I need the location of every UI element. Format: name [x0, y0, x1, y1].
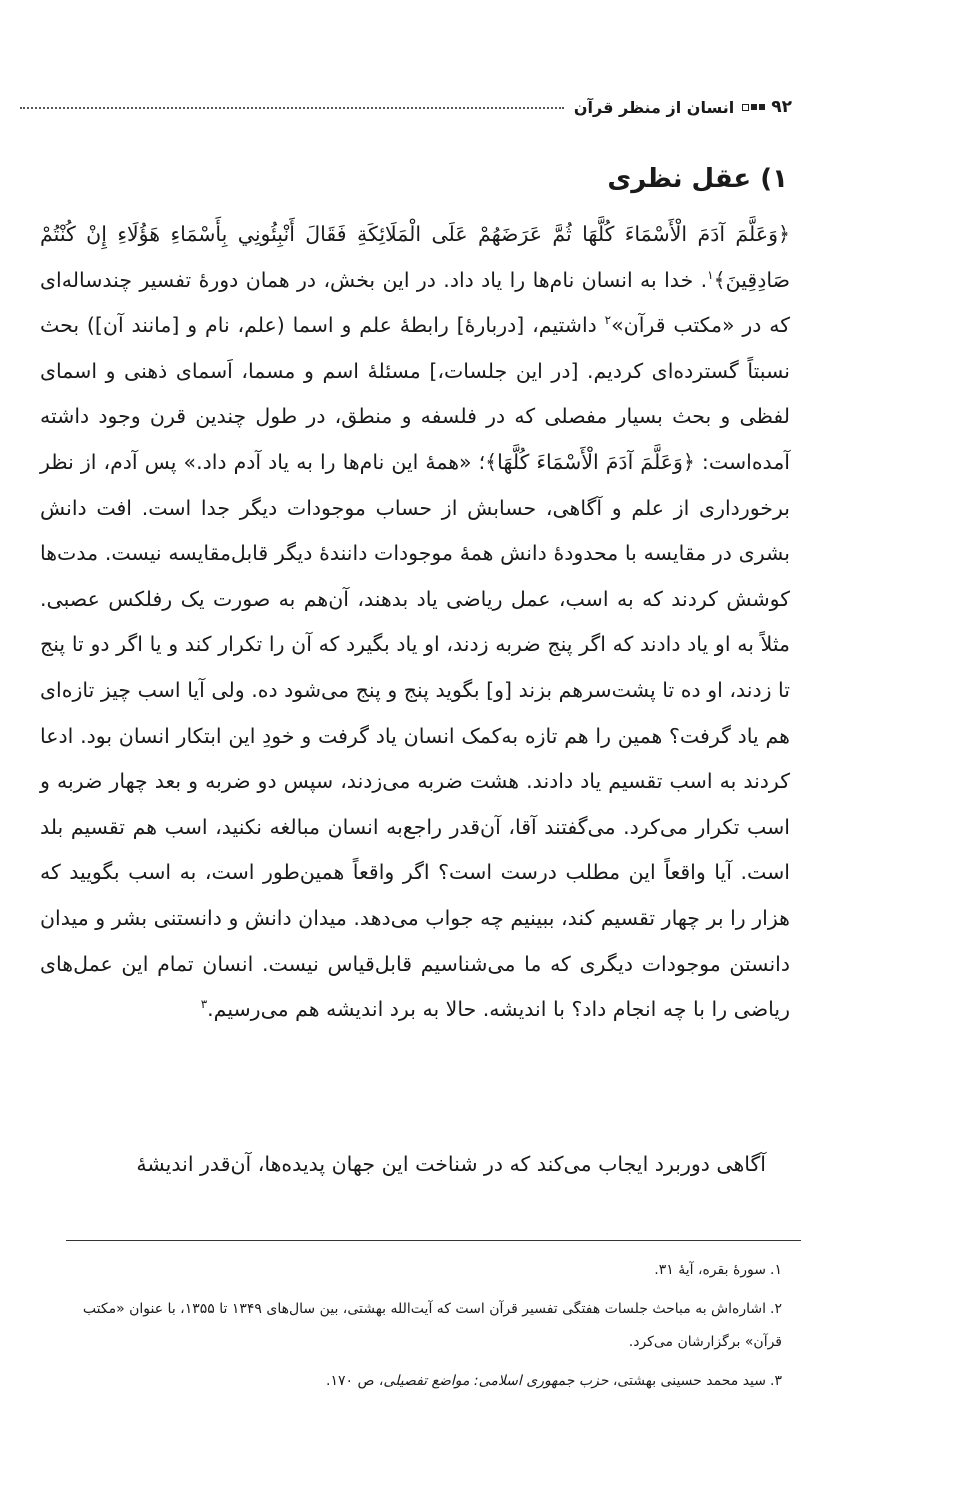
footnote-2: [47, 1293, 782, 1359]
quran-verse: ﴿وَعَلَّمَ آدَمَ الْأَسْمَاءَ كُلَّهَا ثُمَّ عَرَضَهُمْ عَلَى الْمَلَائِكَةِ فَقَالَ أَنْبِئُونِي بِأَسْمَاءِ هَؤُلَاءِ إِنْ كُنْتُمْ صَادِقِينَ﴾: [40, 222, 790, 292]
footnote-ref-1[interactable]: ۱: [707, 267, 714, 282]
footnote-1: [47, 1254, 782, 1287]
footnote-number: ۱.: [770, 1262, 782, 1278]
header-dotted-rule: [20, 106, 564, 109]
header-ornament-icon: [742, 104, 765, 111]
footnote-ref-3[interactable]: ۳: [200, 997, 208, 1012]
body-text-b: داشتیم، [دربارهٔ] رابطهٔ علم و اسما (علم، نام و [مانند آن]) بحث نسبتاً گسترده‌ای کردیم. [در این جلسات،] مسئلهٔ اسم و مسما، اَسمای ذهنی و اسمای لفظی و بحث بسیار مفصلی که در فلسفه و منطق، در طول چندین قرن وجود داشته آمده‌است:: [40, 313, 790, 474]
body-paragraph: [40, 212, 790, 1033]
footnote-text: سورهٔ بقره، آیهٔ ۳۱.: [654, 1262, 767, 1278]
body-text-a: . خدا به انسان نام‌ها را یاد داد. در این بخش، در همان دورهٔ تفسیر چندساله‌ای که در «مکتب قرآن»: [40, 267, 790, 338]
running-title: انسان از منظر قرآن: [573, 97, 735, 117]
quran-verse-short: ﴿وَعَلَّمَ آدَمَ الْأَسْمَاءَ كُلَّهَا﴾: [485, 449, 695, 474]
section-heading: ۱) عقل نظری: [607, 164, 788, 194]
footnote-text: سید محمد حسینی بهشتی،: [608, 1373, 767, 1389]
body-text-c: ؛ «همهٔ این نام‌ها را به یاد آدم داد.» پس آدم، از نظر برخورداری از علم و آگاهی، حسابش از حساب موجودات دیگر جدا است. افت دانش بشری در مقایسه با محدودهٔ دانش همهٔ موجودات دانندهٔ دیگر قابل‌مقایسه نیست. مدت‌ها کوشش کردند که به اسب، عمل ریاضی یاد بدهند، آن‌هم به صورت یک رفلکس عصبی. مثلاً به او یاد دادند که اگر پنج ضربه زدند، او یاد بگیرد که آن را تکرار کند و یا اگر دو تا پنج تا زدند، او ده تا پشت‌سرهم بزند [و] بگوید پنج و پنج می‌شود ده. ولی آیا اسب چیز تازه‌ای هم یاد گرفت؟ همین را هم تازه به‌کمک انسان یاد گرفت و خودِ این ابتکار انسان بود. ادعا کردند به اسب تقسیم یاد دادند. هشت ضربه می‌زدند، سپس دو ضربه و بعد چهار ضربه و اسب تکرار می‌کرد. می‌گفتند آقا، آن‌قدر راجع‌به انسان مبالغه نکنید، اسب هم تقسیم بلد است. آیا واقعاً این مطلب درست است؟ اگر واقعاً همین‌طور است، به اسب بگویید که هزار را بر چهار تقسیم کند، ببینیم چه جواب می‌دهد. میدان دانش و دانستنی بشر و میدان دانستن موجودات دیگری که ما می‌شناسیم قابل‌قیاس نیست. انسان تمام این عمل‌های ریاضی را با چه انجام داد؟ با اندیشه. حالا به برد اندیشه هم می‌رسیم.: [40, 449, 790, 1022]
footnote-ref-2[interactable]: ۲: [604, 313, 612, 328]
footnote-source-title: حزب جمهوری اسلامی: مواضع تفصیلی: [383, 1373, 609, 1389]
footnote-3: [47, 1365, 782, 1398]
page-number: ۹۲: [771, 97, 792, 117]
footnotes-list: [47, 1254, 782, 1404]
footnote-number: ۳.: [770, 1373, 782, 1389]
running-header: [20, 92, 792, 122]
footnote-text-end: ، ص ۱۷۰.: [326, 1373, 384, 1389]
body-paragraph-2: آگاهی دوربرد ایجاب می‌کند که در شناخت این جهان پدیده‌ها، آن‌قدر اندیشهٔ: [136, 1152, 766, 1176]
footnote-number: ۲.: [770, 1301, 782, 1317]
footnote-divider: [66, 1240, 801, 1241]
footnote-text: اشاره‌اش به مباحث جلسات هفتگی تفسیر قرآن است که آیت‌الله بهشتی، بین سال‌های ۱۳۴۹ تا ۱۳۵۵، با عنوان «مکتب قرآن» برگزارشان می‌کرد.: [82, 1301, 782, 1350]
